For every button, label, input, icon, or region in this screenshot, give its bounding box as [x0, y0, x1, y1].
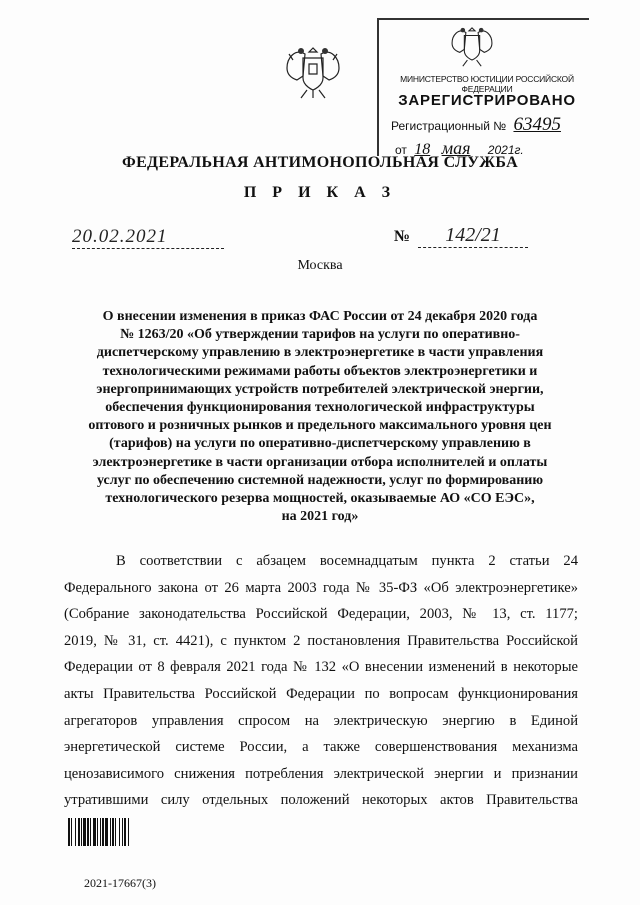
- title-line: энергопринимающих устройств потребителей электрической энергии,: [96, 381, 544, 397]
- document-title: [62, 308, 578, 526]
- stamp-registered: ЗАРЕГИСТРИРОВАНО: [398, 92, 576, 109]
- body-line: утратившими силу отдельных положений некоторых актов Правительства: [64, 792, 578, 809]
- title-line: оптового и розничных рынков и предельного максимального уровня цен: [88, 418, 552, 434]
- body-line: (Собрание законодательства Российской Федерации, 2003, № 13, ст. 1177;: [64, 606, 578, 623]
- title-line: обеспечения функционирования технологической инфраструктуры: [105, 400, 535, 416]
- title-line: технологического резерва мощностей, оказываемые АО «СО ЕЭС»,: [105, 491, 535, 507]
- city: Москва: [297, 258, 343, 273]
- title-line: на 2021 год»: [281, 509, 359, 525]
- body-line: 2019, № 31, ст. 4421), с пунктом 2 постановления Правительства Российской: [64, 632, 578, 649]
- agency-name: ФЕДЕРАЛЬНАЯ АНТИМОНОПОЛЬНАЯ СЛУЖБА: [122, 154, 518, 171]
- body-line: ценозависимого снижения потребления электрической энергии и признании: [64, 765, 578, 782]
- stamp-date-year: 2021г.: [487, 143, 524, 157]
- stamp-coat-of-arms-icon: [449, 24, 495, 70]
- stamp-reg-number: 63495: [513, 114, 561, 135]
- stamp-ministry: МИНИСТЕРСТВО ЮСТИЦИИ РОССИЙСКОЙ ФЕДЕРАЦИИ: [400, 74, 574, 94]
- body-line: акты Правительства Российской Федерации по вопросам функционирования: [64, 685, 578, 702]
- title-line: № 1263/20 «Об утверждении тарифов на услуги по оперативно-: [120, 327, 520, 343]
- title-line: технологическими режимами работы объектов электроэнергетики и: [102, 363, 538, 379]
- body-text: [64, 548, 578, 814]
- barcode-icon: [68, 818, 168, 846]
- coat-of-arms-icon: [283, 42, 343, 100]
- body-line: энергетической системе России, а также совершенствования механизма: [64, 739, 578, 756]
- document-date: 20.02.2021: [72, 226, 224, 249]
- title-line: диспетчерскому управлению в электроэнергетике в части управления: [96, 345, 544, 361]
- registration-stamp: [377, 18, 589, 156]
- stamp-reg-row: [391, 114, 561, 136]
- stamp-date-month: мая: [441, 138, 471, 158]
- body-line: Федерального закона от 26 марта 2003 года № 35-ФЗ «Об электроэнергетике»: [64, 579, 578, 596]
- stamp-date-day: 18: [414, 141, 431, 158]
- title-line: услуг по обеспечению системной надежности, услуг по формированию: [96, 472, 544, 488]
- document-id: 2021-17667(3): [84, 876, 156, 890]
- number-label: №: [394, 228, 411, 245]
- body-line: агрегаторов управления спросом на электрическую энергию в Единой: [64, 712, 578, 729]
- body-line: В соответствии с абзацем восемнадцатым пункта 2 статьи 24: [116, 553, 578, 569]
- document-number: 142/21: [418, 224, 528, 248]
- title-line: (тарифов) на услуги по оперативно-диспетчерскому управлению в: [109, 436, 531, 452]
- body-line: Федерации от 8 февраля 2021 года № 132 «О внесении изменений в некоторые: [64, 659, 578, 676]
- document-type: П Р И К А З: [243, 184, 397, 201]
- title-line: электроэнергетике в части организации отбора исполнителей и оплаты: [92, 454, 548, 470]
- stamp-date-prefix: от: [395, 143, 407, 157]
- stamp-reg-label: Регистрационный №: [391, 119, 507, 133]
- title-line: О внесении изменения в приказ ФАС России от 24 декабря 2020 года: [102, 309, 538, 324]
